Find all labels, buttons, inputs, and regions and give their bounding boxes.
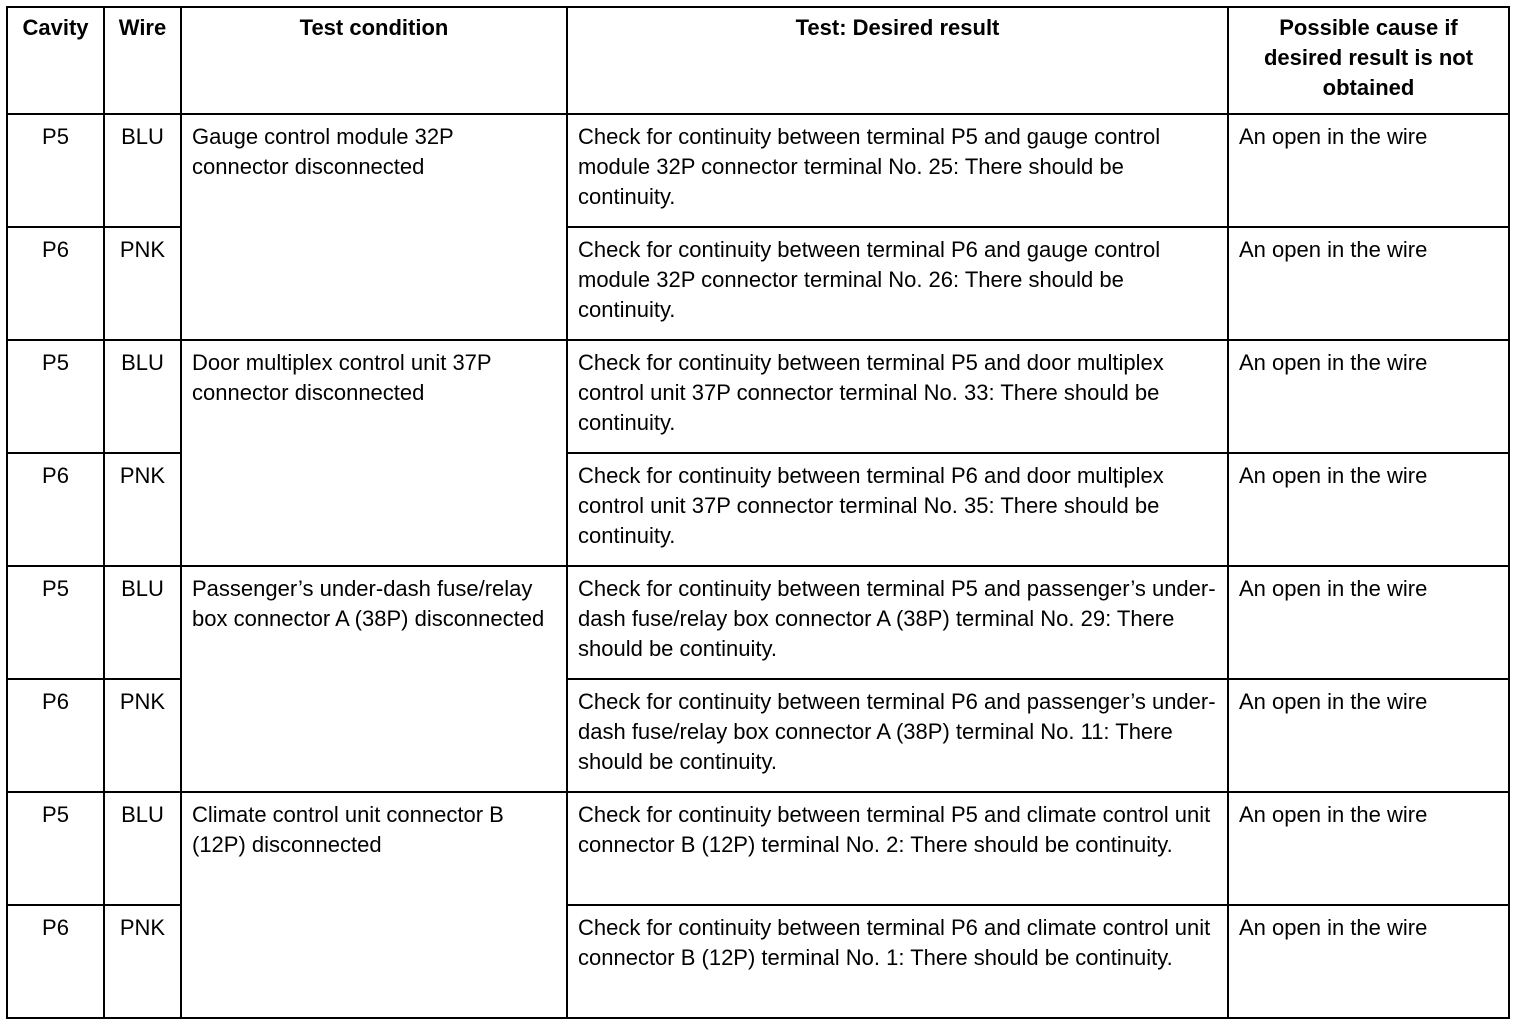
wire-cell: PNK (104, 453, 181, 566)
header-wire: Wire (104, 7, 181, 114)
possible-cause-cell: An open in the wire (1228, 453, 1509, 566)
test-condition-cell: Gauge control module 32P connector disconnected (181, 114, 567, 340)
wire-cell: BLU (104, 340, 181, 453)
possible-cause-cell: An open in the wire (1228, 340, 1509, 453)
possible-cause-cell: An open in the wire (1228, 905, 1509, 1018)
possible-cause-cell: An open in the wire (1228, 114, 1509, 227)
header-test-condition: Test condition (181, 7, 567, 114)
wire-cell: BLU (104, 792, 181, 905)
wire-cell: PNK (104, 227, 181, 340)
desired-result-cell: Check for continuity between terminal P6 and door multiplex control unit 37P connector terminal No. 35: There should be continuity. (567, 453, 1228, 566)
test-condition-cell: Door multiplex control unit 37P connector disconnected (181, 340, 567, 566)
possible-cause-cell: An open in the wire (1228, 792, 1509, 905)
desired-result-cell: Check for continuity between terminal P6 and gauge control module 32P connector terminal No. 26: There should be continuity. (567, 227, 1228, 340)
cavity-cell: P6 (7, 453, 104, 566)
possible-cause-cell: An open in the wire (1228, 227, 1509, 340)
possible-cause-cell: An open in the wire (1228, 566, 1509, 679)
desired-result-cell: Check for continuity between terminal P5 and gauge control module 32P connector terminal No. 25: There should be continuity. (567, 114, 1228, 227)
wire-cell: BLU (104, 114, 181, 227)
desired-result-cell: Check for continuity between terminal P6 and climate control unit connector B (12P) terminal No. 1: There should be continuity. (567, 905, 1228, 1018)
troubleshooting-table (6, 6, 1510, 1019)
table-row (7, 792, 1509, 905)
cavity-cell: P6 (7, 679, 104, 792)
desired-result-cell: Check for continuity between terminal P6 and passenger’s under-dash fuse/relay box connector A (38P) terminal No. 11: There should be continuity. (567, 679, 1228, 792)
desired-result-cell: Check for continuity between terminal P5 and passenger’s under-dash fuse/relay box connector A (38P) terminal No. 29: There should be continuity. (567, 566, 1228, 679)
possible-cause-cell: An open in the wire (1228, 679, 1509, 792)
cavity-cell: P5 (7, 340, 104, 453)
cavity-cell: P6 (7, 227, 104, 340)
table-row (7, 114, 1509, 227)
test-condition-cell: Climate control unit connector B (12P) disconnected (181, 792, 567, 1018)
cavity-cell: P6 (7, 905, 104, 1018)
header-possible-cause: Possible cause if desired result is not obtained (1228, 7, 1509, 114)
wire-cell: BLU (104, 566, 181, 679)
header-row (7, 7, 1509, 114)
header-desired-result: Test: Desired result (567, 7, 1228, 114)
desired-result-cell: Check for continuity between terminal P5 and climate control unit connector B (12P) terminal No. 2: There should be continuity. (567, 792, 1228, 905)
wire-cell: PNK (104, 679, 181, 792)
cavity-cell: P5 (7, 114, 104, 227)
wire-cell: PNK (104, 905, 181, 1018)
desired-result-cell: Check for continuity between terminal P5 and door multiplex control unit 37P connector terminal No. 33: There should be continuity. (567, 340, 1228, 453)
table-row (7, 340, 1509, 453)
table-row (7, 566, 1509, 679)
header-cavity: Cavity (7, 7, 104, 114)
test-condition-cell: Passenger’s under-dash fuse/relay box connector A (38P) disconnected (181, 566, 567, 792)
cavity-cell: P5 (7, 566, 104, 679)
cavity-cell: P5 (7, 792, 104, 905)
